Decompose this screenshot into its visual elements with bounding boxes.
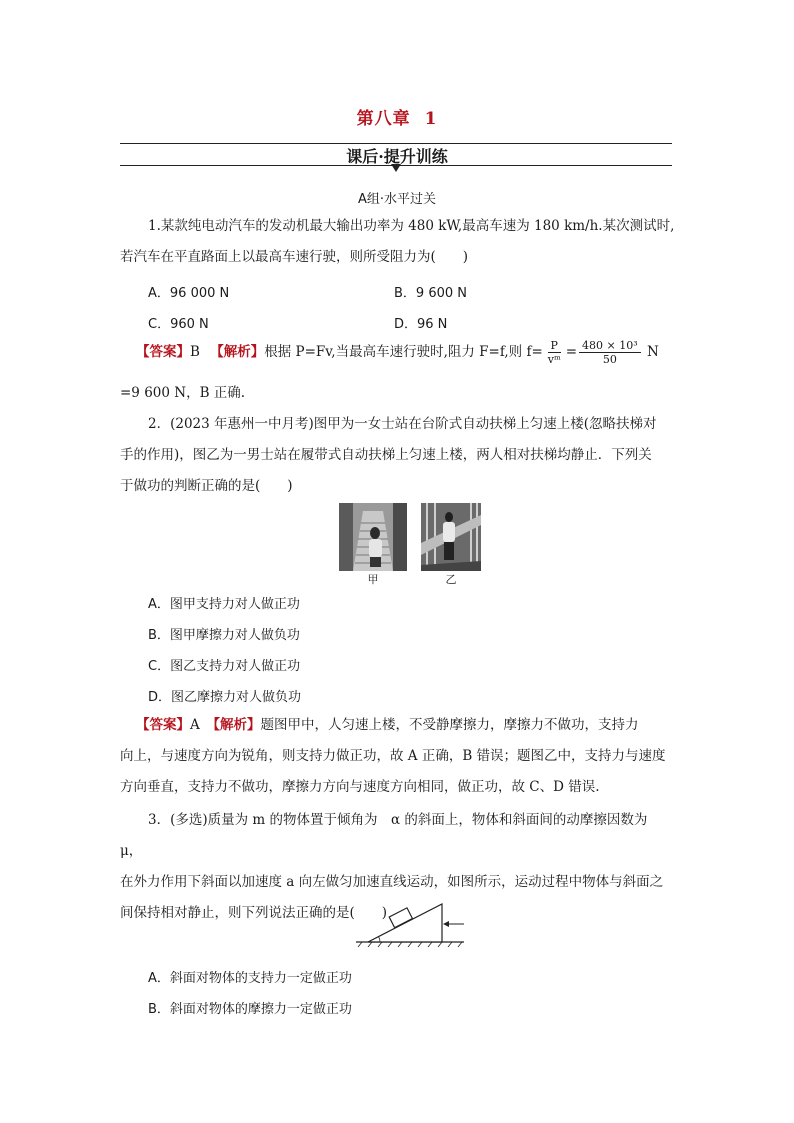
q3-line3: 间保持相对静止，则下列说法正确的是( ) — [120, 905, 388, 921]
q1-line2: 若汽车在平直路面上以最高车速行驶，则所受阻力为( ) — [120, 249, 469, 265]
q2-answer — [120, 710, 680, 803]
q2-line1: 2．(2023 年惠州一中月考)图甲为一女士站在台阶式自动扶梯上匀速上楼(忽略扶梯对 — [148, 416, 657, 432]
q3-line2: 在外力作用下斜面以加速度 a 向左做匀加速直线运动，如图所示，运动过程中物体与斜面之 — [120, 874, 664, 890]
answer-value: A — [190, 717, 200, 733]
photo-escalator-step — [339, 503, 407, 571]
q2-line2: 手的作用)，图乙为一男士站在履带式自动扶梯上匀速上楼，两人相对扶梯均静止．下列关 — [120, 447, 652, 463]
group-title: A组·水平过关 — [357, 192, 437, 207]
q2-option-a: A．图甲支持力对人做正功 — [148, 597, 300, 612]
q1-option-c: C．960 N — [148, 317, 209, 332]
q2-option-d: D．图乙摩擦力对人做负功 — [148, 690, 302, 705]
q1-explanation-1: 根据 P=Fv,当最高车速行驶时,阻力 F=f,则 f= — [264, 344, 543, 360]
explanation-tag: 【解析】 — [213, 717, 261, 733]
q1-line1: 1.某款纯电动汽车的发动机最大输出功率为 480 kW,最高车速为 180 km/h.某次测试时, — [148, 218, 675, 234]
q2-explanation-1: 【答案】A 【解析】题图甲中，人匀速上楼，不受静摩擦力，摩擦力不做功，支持力 — [136, 717, 639, 733]
caption-b: 乙 — [445, 573, 457, 586]
q1-option-b: B．9 600 N — [394, 286, 467, 301]
q1-answer: 【答案】B 【解析】根据 P=Fv,当最高车速行驶时,阻力 F=f,则 f= $\frac{P}{\text{vᵐ}}$ = $\frac{\text{480 × 10³}}{50}$ N — [136, 339, 659, 366]
q3-option-a: A．斜面对物体的支持力一定做正功 — [148, 971, 352, 986]
answer-tag: 【答案】 — [136, 717, 190, 733]
caption-a: 甲 — [367, 573, 379, 586]
fraction-p-over-v: $\frac{P}{\text{vᵐ}}$ — [547, 339, 561, 366]
q1-explanation-2: =9 600 N，B 正确. — [120, 385, 246, 401]
section-arrow-icon — [391, 164, 401, 172]
chapter-label: 第八章 — [356, 109, 411, 129]
q2-line3: 于做功的判断正确的是( ) — [120, 478, 293, 494]
explanation-tag: 【解析】 — [210, 344, 265, 360]
question-1 — [120, 211, 680, 273]
fraction-480e3-over-50: $\frac{\text{480 × 10³}}{50}$ — [579, 339, 641, 366]
question-2 — [120, 409, 680, 502]
q1-option-a: A．96 000 N — [148, 286, 230, 301]
chapter-number: 1 — [424, 109, 438, 129]
q2-explanation-2: 向上，与速度方向为锐角，则支持力做正功，故 A 正确，B 错误；题图乙中，支持力与速度 — [120, 748, 666, 764]
answer-tag: 【答案】 — [136, 344, 190, 360]
q1-option-d: D．96 N — [394, 317, 448, 332]
q2-option-b: B．图甲摩擦力对人做负功 — [148, 628, 300, 643]
q2-explanation-3: 方向垂直，支持力不做功，摩擦力方向与速度方向相同，做正功，故 C、D 错误. — [120, 779, 600, 795]
section-title: 课后·提升训练 — [0, 144, 794, 167]
q2-option-c: C．图乙支持力对人做正功 — [148, 659, 301, 674]
chapter-title — [0, 104, 794, 129]
answer-value: B — [190, 344, 200, 360]
q3-line1: 3．(多选)质量为 m 的物体置于倾角为 α 的斜面上，物体和斜面间的动摩擦因数为 μ， — [120, 812, 661, 859]
q3-option-b: B．斜面对物体的摩擦力一定做正功 — [148, 1002, 352, 1017]
incline-diagram — [352, 896, 468, 950]
photo-escalator-belt — [421, 503, 481, 571]
